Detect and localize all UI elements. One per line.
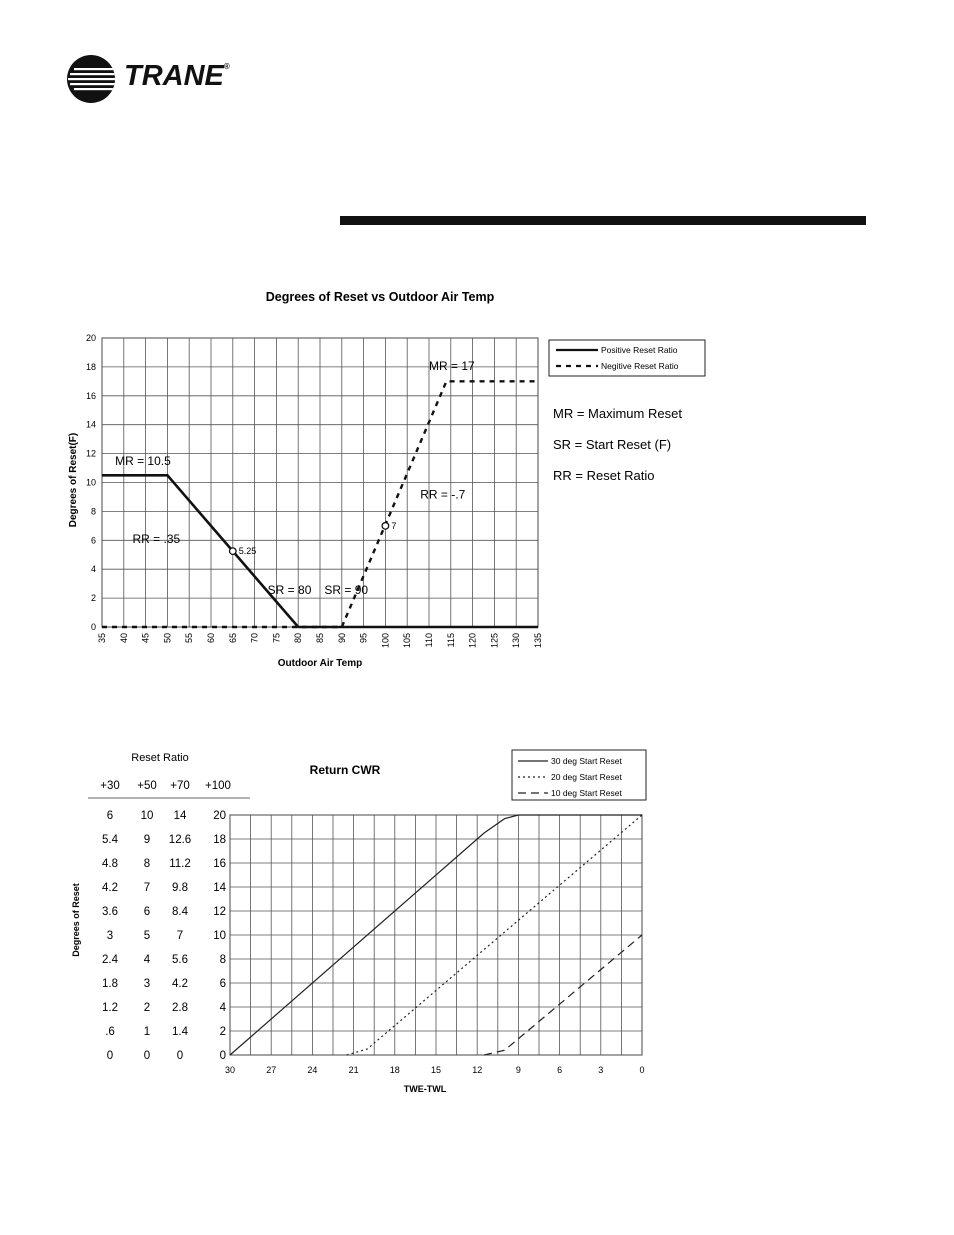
reset-ratio-cell: 2.4 [102,954,118,966]
brand-name [124,60,230,93]
chart2-y-tick-label: 10 [213,930,226,942]
reset-ratio-cell: .6 [105,1026,115,1038]
chart1-x-tick-label: 45 [140,633,151,644]
chart1-x-tick-label: 125 [489,633,500,649]
reset-ratio-cell: 7 [176,930,184,942]
chart2-y-tick-label: 14 [213,882,226,894]
reset-ratio-header: +50 [137,780,157,792]
chart1-annotation: SR = 90 [324,582,369,597]
chart1-x-tick-label: 90 [336,633,347,644]
reset-ratio-cell: 3.6 [102,906,118,918]
chart1-y-tick-label: 0 [90,622,96,632]
chart2-x-tick-label: 3 [598,1065,604,1075]
reset-ratio-cell: 7 [143,882,151,894]
reset-ratio-cell: 10 [140,810,154,822]
header-rule [340,216,866,225]
reset-ratio-cell: 2 [143,1002,151,1014]
chart1-y-tick-label: 6 [90,535,96,546]
chart1-side-note: RR = Reset Ratio [553,468,655,483]
chart1-x-tick-label: 55 [184,633,195,644]
chart2-x-tick-label: 0 [639,1065,645,1075]
chart2-x-tick-label: 15 [430,1065,442,1075]
chart2-x-axis-label: TWE-TWL [403,1084,447,1094]
reset-ratio-cell: 4.2 [172,978,188,990]
chart2-legend-label: 10 deg Start Reset [551,788,622,798]
reset-ratio-cell: 4.8 [102,858,118,870]
reset-ratio-cell: 8 [143,858,151,870]
chart1-annotation: RR = -.7 [420,487,466,502]
chart2-y-tick-label: 4 [219,1002,226,1014]
chart1-x-tick-label: 75 [271,633,282,644]
chart2-y-tick-label: 6 [219,978,226,990]
reset-ratio-cell: 1.4 [172,1026,188,1038]
chart2-y-tick-label: 2 [219,1026,226,1038]
reset-ratio-header: +100 [205,780,231,792]
chart2-legend-label: 20 deg Start Reset [551,772,622,782]
chart2-x-tick-label: 30 [224,1065,236,1075]
chart1-x-tick-label: 120 [467,633,478,649]
chart1-side-note: MR = Maximum Reset [553,406,682,421]
reset-ratio-cell: 6 [106,810,114,822]
reset-ratio-header: +30 [100,780,120,792]
chart-degrees-of-reset [60,280,740,690]
chart1-title: Degrees of Reset vs Outdoor Air Temp [265,290,495,304]
reset-ratio-cell: 4 [143,954,151,966]
chart1-y-tick-label: 4 [90,564,96,575]
chart1-x-tick-label: 105 [402,633,413,649]
chart1-y-tick-label: 18 [85,361,96,372]
chart-return-cwr [70,740,660,1110]
chart1-y-tick-label: 16 [85,390,96,401]
reset-ratio-cell: 9.8 [172,882,188,894]
chart1-x-tick-label: 60 [206,633,216,644]
chart1-x-tick-label: 65 [227,633,238,644]
chart1-legend-label: Negitive Reset Ratio [601,361,679,371]
chart1-x-tick-label: 85 [315,633,325,644]
chart2-x-tick-label: 18 [389,1065,400,1075]
chart1-x-tick-label: 115 [445,633,456,648]
reset-ratio-cell: 14 [173,810,187,822]
chart1-y-tick-label: 14 [85,419,96,430]
chart1-x-tick-label: 40 [118,633,129,644]
chart1-annotation: RR = .35 [132,532,181,547]
reset-ratio-cell: 0 [176,1050,184,1062]
chart2-y-tick-label: 8 [219,954,226,966]
chart1-x-tick-label: 80 [293,633,304,644]
chart1-y-tick-label: 10 [85,477,96,488]
reset-ratio-cell: 0 [106,1050,114,1062]
chart1-annotation: MR = 10.5 [115,454,171,469]
chart2-x-tick-label: 27 [266,1065,277,1075]
reset-ratio-cell: 4.2 [102,882,118,894]
chart2-x-tick-label: 6 [557,1065,563,1075]
chart1-marker-label: 7 [391,520,397,531]
chart2-x-tick-label: 21 [348,1065,359,1075]
reset-ratio-cell: 2.8 [172,1002,188,1014]
reset-ratio-cell: 3 [106,930,114,942]
chart1-side-note: SR = Start Reset (F) [553,437,672,452]
chart1-legend-label: Positive Reset Ratio [601,345,678,355]
reset-ratio-cell: 5 [143,930,151,942]
chart2-y-tick-label: 16 [213,858,226,870]
chart2-title: Return CWR [309,763,381,777]
chart1-y-axis-label: Degrees of Reset(F) [68,432,79,528]
chart2-y-axis-label: Degrees of Reset [71,883,81,957]
reset-ratio-cell: 1.2 [102,1002,118,1014]
chart1-x-tick-label: 100 [380,633,391,649]
brand-name-text: TRANE [124,60,224,92]
chart2-y-tick-label: 12 [213,906,226,918]
chart2-x-tick-label: 9 [515,1065,521,1075]
chart1-y-tick-label: 20 [85,333,96,343]
chart1-x-axis-label: Outdoor Air Temp [277,658,363,669]
chart1-x-tick-label: 135 [533,633,543,649]
reset-ratio-cell: 12.6 [168,834,192,846]
reset-ratio-cell: 3 [143,978,151,990]
chart1-x-tick-label: 130 [511,633,522,649]
reset-ratio-table-title: Reset Ratio [131,752,189,764]
reset-ratio-cell: 1.8 [102,978,118,990]
chart2-x-tick-label: 24 [307,1065,318,1075]
reset-ratio-cell: 9 [143,834,151,846]
chart1-x-tick-label: 110 [424,633,434,648]
chart1-x-tick-label: 50 [162,633,173,644]
reset-ratio-cell: 8.4 [172,906,188,918]
reset-ratio-cell: 0 [143,1050,151,1062]
chart1-annotation: MR = 17 [429,358,475,373]
chart2-y-tick-label: 20 [213,810,226,822]
chart1-x-tick-label: 35 [97,633,107,644]
chart1-marker-point [382,523,389,530]
chart1-y-tick-label: 12 [85,448,96,459]
chart2-x-tick-label: 12 [472,1065,483,1075]
reset-ratio-cell: 11.2 [169,858,191,870]
reset-ratio-cell: 6 [143,906,151,918]
chart1-x-tick-label: 95 [358,633,369,644]
chart1-annotation: SR = 80 [267,582,312,597]
chart1-marker-point [230,548,237,555]
trane-logo-icon [66,54,116,104]
reset-ratio-header: +70 [170,780,190,792]
chart1-x-tick-label: 70 [249,633,260,644]
reset-ratio-cell: 5.4 [102,834,118,846]
chart2-legend-label: 30 deg Start Reset [551,756,622,766]
chart1-marker-label: 5.25 [238,546,257,557]
chart1-y-tick-label: 2 [90,593,96,604]
reset-ratio-cell: 5.6 [172,954,188,966]
reset-ratio-cell: 1 [143,1026,151,1038]
chart2-y-tick-label: 0 [219,1050,226,1062]
chart2-y-tick-label: 18 [213,834,226,846]
chart1-y-tick-label: 8 [90,506,96,517]
brand-mark: ® [223,62,230,71]
